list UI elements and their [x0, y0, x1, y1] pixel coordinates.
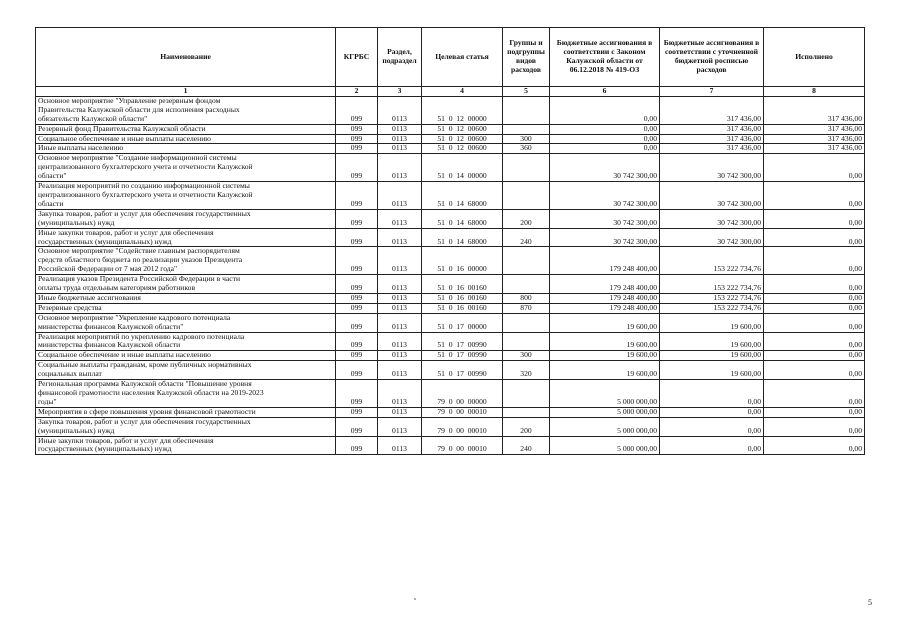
row-target-article: 51 0 12 00600: [422, 144, 503, 154]
col-number: 4: [422, 87, 503, 97]
row-name: Основное мероприятие "Содействие главным распорядителям средств областного бюджета по реализации указов Президента Российской Федерации от 7 мая 2012 года": [36, 247, 336, 275]
row-name: Социальное обеспечение и иные выплаты населению: [36, 134, 336, 144]
row-section: 0113: [378, 380, 422, 408]
row-kgrbs: 099: [336, 407, 378, 417]
col-number: 5: [503, 87, 550, 97]
row-section: 0113: [378, 182, 422, 210]
row-target-article: 51 0 12 00600: [422, 124, 503, 134]
row-kgrbs: 099: [336, 380, 378, 408]
row-expense-type: 360: [503, 144, 550, 154]
table-row: [36, 361, 865, 380]
table-row: [36, 134, 865, 144]
row-law-amount: 5 000 000,00: [550, 436, 660, 455]
row-target-article: 51 0 16 00160: [422, 275, 503, 294]
row-expense-type: [503, 332, 550, 351]
row-expense-type: 200: [503, 209, 550, 228]
row-law-amount: 5 000 000,00: [550, 407, 660, 417]
row-law-amount: 0,00: [550, 134, 660, 144]
header-law: Бюджетные ассигнования в соответствии с Законом Калужской области от 06.12.2018 № 419-ОЗ: [550, 28, 660, 87]
table-row: [36, 407, 865, 417]
header-executed: Исполнено: [764, 28, 865, 87]
row-executed-amount: 0,00: [764, 293, 865, 303]
row-expense-type: [503, 275, 550, 294]
row-executed-amount: 0,00: [764, 361, 865, 380]
table-row: [36, 96, 865, 124]
row-law-amount: 179 248 400,00: [550, 247, 660, 275]
header-kgrbs: КГРБС: [336, 28, 378, 87]
header-row: [36, 28, 865, 87]
table-row: [36, 209, 865, 228]
row-target-article: 51 0 14 00000: [422, 154, 503, 182]
page-number: 5: [868, 598, 872, 607]
row-target-article: 51 0 14 68000: [422, 228, 503, 247]
row-kgrbs: 099: [336, 303, 378, 313]
row-section: 0113: [378, 228, 422, 247]
row-expense-type: [503, 380, 550, 408]
row-revised-amount: 19 600,00: [660, 332, 764, 351]
row-section: 0113: [378, 407, 422, 417]
table-row: [36, 247, 865, 275]
row-revised-amount: 19 600,00: [660, 351, 764, 361]
budget-table: [35, 27, 865, 455]
row-executed-amount: 0,00: [764, 209, 865, 228]
row-expense-type: [503, 124, 550, 134]
table-row: [36, 275, 865, 294]
row-kgrbs: 099: [336, 361, 378, 380]
row-law-amount: 0,00: [550, 96, 660, 124]
row-name: Основное мероприятие "Управление резервным фондом Правительства Калужской области для исполнения расходных обязательств Калужской области": [36, 96, 336, 124]
row-kgrbs: 099: [336, 417, 378, 436]
row-law-amount: 30 742 300,00: [550, 228, 660, 247]
row-revised-amount: 317 436,00: [660, 96, 764, 124]
table-row: [36, 182, 865, 210]
row-revised-amount: 30 742 300,00: [660, 209, 764, 228]
row-target-article: 79 0 00 00010: [422, 407, 503, 417]
row-target-article: 79 0 00 00010: [422, 436, 503, 455]
col-number: 2: [336, 87, 378, 97]
row-kgrbs: 099: [336, 293, 378, 303]
row-target-article: 51 0 17 00000: [422, 313, 503, 332]
row-section: 0113: [378, 134, 422, 144]
row-target-article: 51 0 17 00990: [422, 332, 503, 351]
row-kgrbs: 099: [336, 275, 378, 294]
table-row: [36, 293, 865, 303]
row-kgrbs: 099: [336, 182, 378, 210]
row-executed-amount: 0,00: [764, 351, 865, 361]
row-executed-amount: 0,00: [764, 407, 865, 417]
table-row: [36, 332, 865, 351]
row-name: Закупка товаров, работ и услуг для обеспечения государственных (муниципальных) нужд: [36, 417, 336, 436]
row-law-amount: 0,00: [550, 144, 660, 154]
header-section: Раздел, подраздел: [378, 28, 422, 87]
row-executed-amount: 0,00: [764, 275, 865, 294]
row-executed-amount: 317 436,00: [764, 96, 865, 124]
row-revised-amount: 30 742 300,00: [660, 154, 764, 182]
row-revised-amount: 0,00: [660, 436, 764, 455]
row-revised-amount: 153 222 734,76: [660, 303, 764, 313]
row-target-article: 79 0 00 00000: [422, 380, 503, 408]
row-section: 0113: [378, 293, 422, 303]
row-revised-amount: 0,00: [660, 380, 764, 408]
row-target-article: 51 0 12 00600: [422, 134, 503, 144]
header-target: Целевая статья: [422, 28, 503, 87]
row-kgrbs: 099: [336, 313, 378, 332]
column-number-row: [36, 87, 865, 97]
row-revised-amount: 30 742 300,00: [660, 228, 764, 247]
row-expense-type: 300: [503, 134, 550, 144]
row-name: Резервный фонд Правительства Калужской области: [36, 124, 336, 134]
row-revised-amount: 153 222 734,76: [660, 247, 764, 275]
row-section: 0113: [378, 96, 422, 124]
table-row: [36, 144, 865, 154]
row-section: 0113: [378, 154, 422, 182]
row-revised-amount: 30 742 300,00: [660, 182, 764, 210]
row-revised-amount: 317 436,00: [660, 144, 764, 154]
row-expense-type: [503, 182, 550, 210]
row-kgrbs: 099: [336, 436, 378, 455]
row-revised-amount: 19 600,00: [660, 361, 764, 380]
col-number: 7: [660, 87, 764, 97]
row-expense-type: 320: [503, 361, 550, 380]
row-section: 0113: [378, 275, 422, 294]
row-expense-type: [503, 313, 550, 332]
table-body: [36, 96, 865, 454]
row-executed-amount: 0,00: [764, 380, 865, 408]
row-expense-type: 240: [503, 228, 550, 247]
table-row: [36, 154, 865, 182]
row-kgrbs: 099: [336, 154, 378, 182]
row-revised-amount: 0,00: [660, 407, 764, 417]
row-expense-type: [503, 407, 550, 417]
row-kgrbs: 099: [336, 124, 378, 134]
row-name: Социальное обеспечение и иные выплаты населению: [36, 351, 336, 361]
row-executed-amount: 0,00: [764, 332, 865, 351]
row-name: Реализация мероприятий по укреплению кадрового потенциала министерства финансов Калужской области: [36, 332, 336, 351]
row-executed-amount: 0,00: [764, 247, 865, 275]
row-executed-amount: 0,00: [764, 417, 865, 436]
row-law-amount: 19 600,00: [550, 313, 660, 332]
row-expense-type: 800: [503, 293, 550, 303]
row-expense-type: 240: [503, 436, 550, 455]
row-name: Резервные средства: [36, 303, 336, 313]
row-section: 0113: [378, 313, 422, 332]
header-revised: Бюджетные ассигнования в соответствии с уточненной бюджетной росписью расходов: [660, 28, 764, 87]
row-name: Иные бюджетные ассигнования: [36, 293, 336, 303]
row-law-amount: 179 248 400,00: [550, 303, 660, 313]
row-target-article: 51 0 14 68000: [422, 182, 503, 210]
row-executed-amount: 0,00: [764, 313, 865, 332]
table-row: [36, 124, 865, 134]
row-revised-amount: 317 436,00: [660, 124, 764, 134]
row-revised-amount: 317 436,00: [660, 134, 764, 144]
col-number: 6: [550, 87, 660, 97]
row-revised-amount: 153 222 734,76: [660, 275, 764, 294]
row-target-article: 51 0 17 00990: [422, 351, 503, 361]
row-target-article: 51 0 17 00990: [422, 361, 503, 380]
row-section: 0113: [378, 303, 422, 313]
row-name: Мероприятия в сфере повышения уровня финансовой грамотности: [36, 407, 336, 417]
row-expense-type: 200: [503, 417, 550, 436]
header-groups: Группы и подгруппы видов расходов: [503, 28, 550, 87]
table-row: [36, 228, 865, 247]
col-number: 3: [378, 87, 422, 97]
row-section: 0113: [378, 417, 422, 436]
row-kgrbs: 099: [336, 228, 378, 247]
row-law-amount: 179 248 400,00: [550, 275, 660, 294]
table-row: [36, 380, 865, 408]
row-name: Региональная программа Калужской области "Повышение уровня финансовой грамотности населения Калужской области на 2019-2023 годы": [36, 380, 336, 408]
row-revised-amount: 153 222 734,76: [660, 293, 764, 303]
row-section: 0113: [378, 247, 422, 275]
table-row: [36, 351, 865, 361]
col-number: 8: [764, 87, 865, 97]
row-executed-amount: 317 436,00: [764, 144, 865, 154]
row-kgrbs: 099: [336, 247, 378, 275]
scan-dot: [414, 598, 416, 600]
row-kgrbs: 099: [336, 209, 378, 228]
row-law-amount: 5 000 000,00: [550, 417, 660, 436]
table-row: [36, 436, 865, 455]
row-revised-amount: 19 600,00: [660, 313, 764, 332]
row-section: 0113: [378, 332, 422, 351]
row-expense-type: [503, 154, 550, 182]
row-section: 0113: [378, 351, 422, 361]
row-name: Иные выплаты населению: [36, 144, 336, 154]
table-row: [36, 303, 865, 313]
row-target-article: 79 0 00 00010: [422, 417, 503, 436]
row-executed-amount: 0,00: [764, 303, 865, 313]
row-target-article: 51 0 16 00000: [422, 247, 503, 275]
row-kgrbs: 099: [336, 144, 378, 154]
table-row: [36, 313, 865, 332]
row-executed-amount: 0,00: [764, 436, 865, 455]
row-name: Иные закупки товаров, работ и услуг для обеспечения государственных (муниципальных) нужд: [36, 228, 336, 247]
row-target-article: 51 0 16 00160: [422, 293, 503, 303]
row-kgrbs: 099: [336, 96, 378, 124]
header-name: Наименование: [36, 28, 336, 87]
row-executed-amount: 0,00: [764, 182, 865, 210]
row-section: 0113: [378, 144, 422, 154]
row-revised-amount: 0,00: [660, 417, 764, 436]
row-executed-amount: 317 436,00: [764, 134, 865, 144]
row-target-article: 51 0 14 68000: [422, 209, 503, 228]
row-law-amount: 19 600,00: [550, 361, 660, 380]
row-law-amount: 19 600,00: [550, 332, 660, 351]
row-kgrbs: 099: [336, 332, 378, 351]
row-law-amount: 30 742 300,00: [550, 182, 660, 210]
row-kgrbs: 099: [336, 134, 378, 144]
row-executed-amount: 0,00: [764, 154, 865, 182]
row-name: Иные закупки товаров, работ и услуг для обеспечения государственных (муниципальных) нужд: [36, 436, 336, 455]
row-expense-type: 300: [503, 351, 550, 361]
col-number: 1: [36, 87, 336, 97]
row-expense-type: 870: [503, 303, 550, 313]
row-name: Закупка товаров, работ и услуг для обеспечения государственных (муниципальных) нужд: [36, 209, 336, 228]
row-law-amount: 30 742 300,00: [550, 154, 660, 182]
row-law-amount: 19 600,00: [550, 351, 660, 361]
row-law-amount: 30 742 300,00: [550, 209, 660, 228]
table-row: [36, 417, 865, 436]
row-executed-amount: 317 436,00: [764, 124, 865, 134]
row-executed-amount: 0,00: [764, 228, 865, 247]
row-name: Реализация мероприятий по созданию информационной системы централизованного бухгалтерского учета и отчетности Калужской области: [36, 182, 336, 210]
row-name: Основное мероприятие "Создание информационной системы централизованного бухгалтерского учета и отчетности Калужской области": [36, 154, 336, 182]
row-expense-type: [503, 96, 550, 124]
row-expense-type: [503, 247, 550, 275]
row-section: 0113: [378, 361, 422, 380]
row-section: 0113: [378, 436, 422, 455]
row-target-article: 51 0 16 00160: [422, 303, 503, 313]
row-law-amount: 0,00: [550, 124, 660, 134]
row-name: Социальные выплаты гражданам, кроме публичных нормативных социальных выплат: [36, 361, 336, 380]
row-target-article: 51 0 12 00000: [422, 96, 503, 124]
row-section: 0113: [378, 124, 422, 134]
row-kgrbs: 099: [336, 351, 378, 361]
row-law-amount: 5 000 000,00: [550, 380, 660, 408]
row-name: Реализация указов Президента Российской Федерации в части оплаты труда отдельным категориям работников: [36, 275, 336, 294]
row-name: Основное мероприятие "Укрепление кадрового потенциала министерства финансов Калужской области": [36, 313, 336, 332]
row-section: 0113: [378, 209, 422, 228]
row-law-amount: 179 248 400,00: [550, 293, 660, 303]
